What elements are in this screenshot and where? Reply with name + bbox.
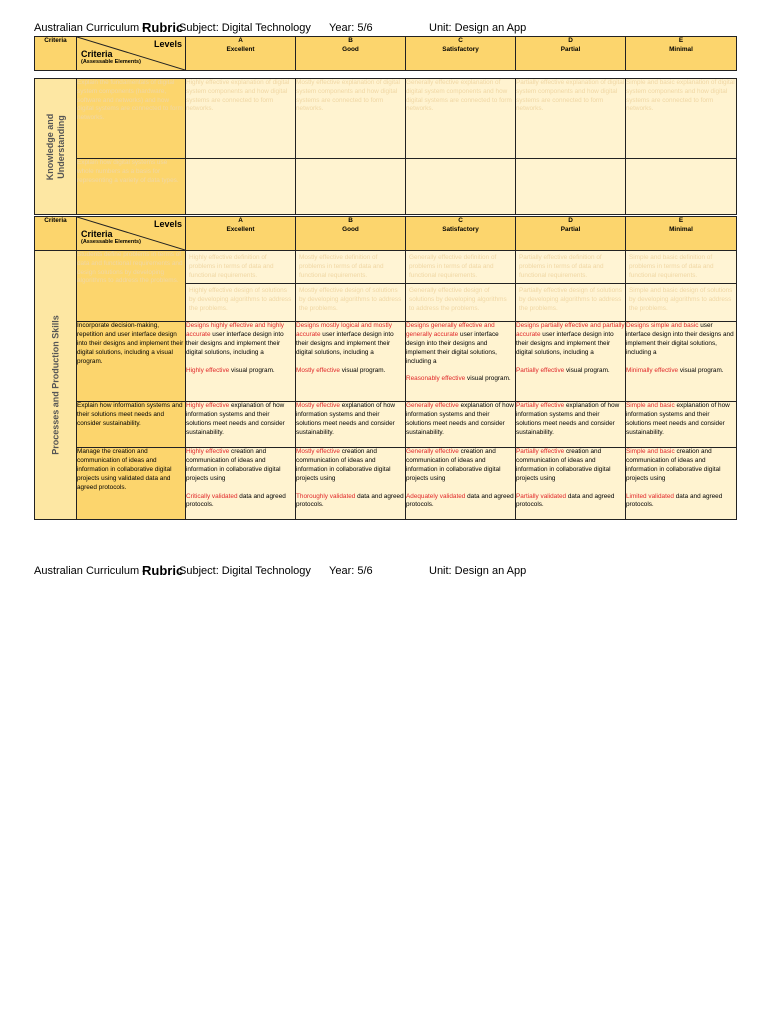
rubric-cell — [516, 159, 626, 215]
level-b-header — [296, 37, 406, 71]
level-name: Excellent — [226, 45, 255, 53]
level-letter: D — [568, 217, 573, 224]
rubric-cell: Generally effective definition of problems in terms of data and functional requirements. — [406, 251, 516, 284]
page-header-2 — [34, 565, 754, 581]
section-knowledge-label: Knowledge and Understanding — [35, 79, 77, 215]
rubric-cell: Designs simple and basic user interface design into their designs and implement their digital solutions, including a Minimally effective visual program. — [626, 322, 737, 402]
rubric-cell: Highly effective design of solutions by developing algorithms to address the problems. — [186, 284, 296, 322]
rubric-cell: Generally effective creation and communication of ideas and information in collaborative digital projects using Adequately validated data and agreed protocols. — [406, 448, 516, 520]
rubric-cell: Simple and basic explanation of digital system components and how digital systems are connected to form networks. — [626, 79, 737, 159]
rubric-table-processes — [34, 216, 737, 520]
level-name: Partial — [560, 225, 581, 233]
rubric-cell: Designs generally effective and generally accurate user interface design into their designs and implement their digital solutions, including a Reasonably effective visual program. — [406, 322, 516, 402]
level-name: Satisfactory — [442, 225, 479, 233]
rubric-cell: Partially effective creation and communication of ideas and information in collaborative digital projects using Partially validated data and agreed protocols. — [516, 448, 626, 520]
level-letter: B — [348, 37, 353, 44]
rubric-cell: Highly effective explanation of digital system components and how digital systems are connected to form networks. — [186, 79, 296, 159]
criteria-header: Criteria — [35, 37, 77, 71]
level-letter: A — [238, 37, 243, 44]
level-name: Excellent — [226, 225, 255, 233]
criterion-cell: Explain how digital systems use whole numbers as a basis for representing a variety of data types. — [77, 159, 186, 215]
levels-label: Levels — [153, 219, 182, 229]
level-name: Minimal — [669, 45, 693, 53]
rubric-cell: Partially effective design of solutions by developing algorithms to address the problems. — [516, 284, 626, 322]
rubric-cell: Generally effective explanation of how information systems and their solutions meet needs and consider sustainability. — [406, 402, 516, 448]
level-name: Minimal — [669, 225, 693, 233]
rubric-cell: Designs partially effective and partially accurate user interface design into their designs and implement their digital solutions, including a Partially effective visual program. — [516, 322, 626, 402]
rubric-cell: Partially effective definition of problems in terms of data and functional requirements. — [516, 251, 626, 284]
level-letter: A — [238, 217, 243, 224]
criterion-cell: Explain the fundamentals of digital system components (hardware, software and networks) and how digital systems are connected to form networks. — [77, 79, 186, 159]
rubric-cell: Mostly effective definition of problems in terms of data and functional requirements. — [296, 251, 406, 284]
rubric-cell — [406, 159, 516, 215]
rubric-cell: Simple and basic creation and communication of ideas and information in collaborative digital projects using Limited validated data and agreed protocols. — [626, 448, 737, 520]
rubric-cell: Simple and basic definition of problems in terms of data and functional requirements. — [626, 251, 737, 284]
level-name: Good — [342, 225, 359, 233]
curriculum-label: Australian Curriculum – — [34, 565, 149, 577]
subject-label: Subject: Digital Technology — [179, 22, 311, 34]
criterion-cell: Explain how information systems and their solutions meet needs and consider sustainability. — [77, 402, 186, 448]
rubric-label: Rubric — [142, 563, 184, 578]
rubric-cell: Simple and basic explanation of how information systems and their solutions meet needs and consider sustainability. — [626, 402, 737, 448]
level-letter: C — [458, 217, 463, 224]
subject-label: Subject: Digital Technology — [179, 565, 311, 577]
criterion-cell: Manage the creation and communication of ideas and information in collaborative digital projects using validated data and agreed protocols. — [77, 448, 186, 520]
rubric-cell: Generally effective explanation of digital system components and how digital systems are connected to form networks. — [406, 79, 516, 159]
rubric-cell — [626, 159, 737, 215]
rubric-cell: Partially effective explanation of how information systems and their solutions meet needs and consider sustainability. — [516, 402, 626, 448]
rubric-cell — [186, 159, 296, 215]
level-b-header — [296, 217, 406, 251]
criteria-sub-label: Criteria — [81, 49, 113, 59]
level-c-header — [406, 217, 516, 251]
level-c-header — [406, 37, 516, 71]
unit-label: Unit: Design an App — [429, 565, 527, 577]
rubric-cell: Mostly effective creation and communication of ideas and information in collaborative digital projects using Thoroughly validated data and agreed protocols. — [296, 448, 406, 520]
level-letter: C — [458, 37, 463, 44]
level-a-header — [186, 217, 296, 251]
criterion-cell: Incorporate decision-making, repetition and user interface design into their designs and implement their digital solutions, including a visual program. — [77, 322, 186, 402]
level-letter: E — [678, 217, 684, 224]
rubric-cell: Mostly effective explanation of digital system components and how digital systems are connected to form networks. — [296, 79, 406, 159]
rubric-cell: Designs mostly logical and mostly accurate user interface design into their designs and implement their digital solutions, including a Mostly effective visual program. — [296, 322, 406, 402]
curriculum-label: Australian Curriculum – — [34, 22, 149, 34]
rubric-label: Rubric — [142, 20, 184, 35]
level-letter: B — [348, 217, 353, 224]
rubric-cell: Partially effective explanation of digital system components and how digital systems are connected to form networks. — [516, 79, 626, 159]
criteria-header: Criteria — [35, 217, 77, 251]
level-e-header — [626, 37, 737, 71]
level-name: Good — [342, 45, 359, 53]
assessable-label: (Assessable Elements) — [81, 239, 141, 245]
rubric-cell: Mostly effective explanation of how information systems and their solutions meet needs and consider sustainability. — [296, 402, 406, 448]
rubric-cell: Generally effective design of solutions by developing algorithms to address the problems. — [406, 284, 516, 322]
levels-label: Levels — [153, 39, 182, 49]
level-a-header — [186, 37, 296, 71]
section-processes-label: Processes and Production Skills — [35, 251, 77, 520]
level-d-header — [516, 217, 626, 251]
year-label: Year: 5/6 — [329, 22, 373, 34]
rubric-cell: Mostly effective design of solutions by developing algorithms to address the problems. — [296, 284, 406, 322]
level-e-header — [626, 217, 737, 251]
level-letter: E — [678, 37, 684, 44]
year-label: Year: 5/6 — [329, 565, 373, 577]
rubric-table-knowledge — [34, 36, 737, 215]
level-name: Satisfactory — [442, 45, 479, 53]
unit-label: Unit: Design an App — [429, 22, 527, 34]
rubric-cell: Highly effective explanation of how information systems and their solutions meet needs and consider sustainability. — [186, 402, 296, 448]
rubric-cell: Designs highly effective and highly accurate user interface design into their designs and implement their digital solutions, including a Highly effective visual program. — [186, 322, 296, 402]
criteria-levels-header — [77, 217, 186, 251]
criterion-cell: Students define problems in terms of data and functional requirements and design solutions by developing algorithms to address the problems. — [77, 251, 186, 322]
rubric-cell: Simple and basic design of solutions by developing algorithms to address the problems. — [626, 284, 737, 322]
rubric-cell: Highly effective creation and communication of ideas and information in collaborative digital projects using Critically validated data and agreed protocols. — [186, 448, 296, 520]
assessable-label: (Assessable Elements) — [81, 59, 141, 65]
rubric-cell: Highly effective definition of problems in terms of data and functional requirements. — [186, 251, 296, 284]
level-letter: D — [568, 37, 573, 44]
rubric-cell — [296, 159, 406, 215]
criteria-levels-header — [77, 37, 186, 71]
criteria-sub-label: Criteria — [81, 229, 113, 239]
level-d-header — [516, 37, 626, 71]
level-name: Partial — [560, 45, 581, 53]
